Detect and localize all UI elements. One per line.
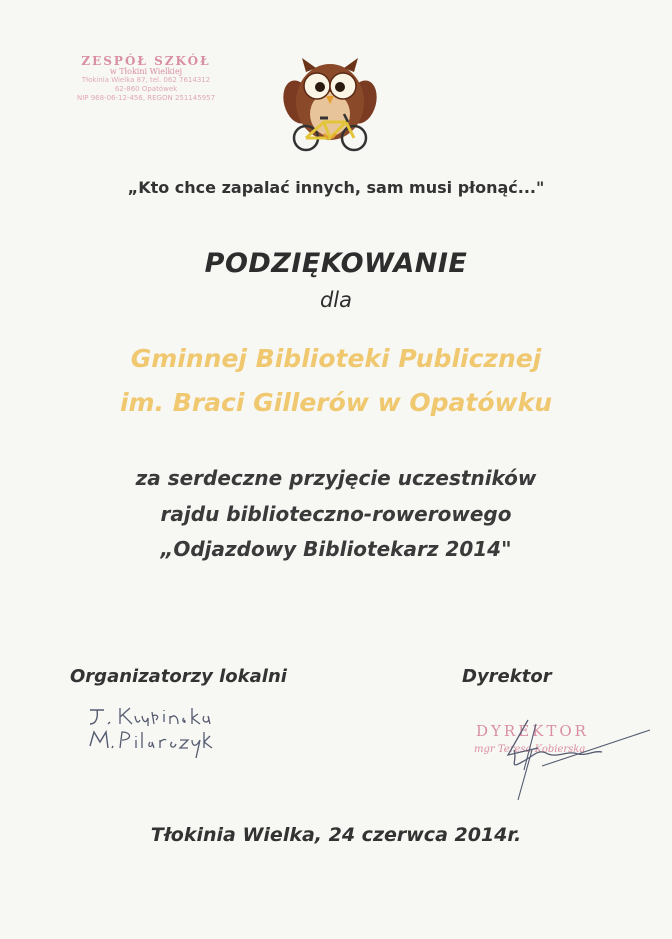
page-title: PODZIĘKOWANIE [204, 248, 468, 279]
place-and-date: Tłokinia Wielka, 24 czerwca 2014r. [150, 824, 522, 846]
reason-line-1: za serdeczne przyjęcie uczestników [135, 466, 537, 490]
school-stamp-address: Tłokinia Wielka 87, tel. 062 7614312 [81, 76, 211, 84]
owl-on-bicycle-icon [280, 52, 380, 154]
director-stamp-title: DYREKTOR [476, 722, 589, 740]
for-word: dla [319, 288, 353, 312]
reason-line-2: rajdu biblioteczno-rowerowego [160, 502, 512, 526]
organizer-signatures [80, 702, 280, 764]
reason-line-3: „Odjazdowy Bibliotekarz 2014" [160, 537, 512, 561]
school-stamp-city: 62-860 Opatówek [114, 85, 178, 93]
director-signature [478, 710, 658, 805]
school-stamp [66, 54, 226, 103]
recipient-line-1: Gminnej Biblioteki Publicznej [130, 344, 542, 373]
school-stamp-name: ZESPÓŁ SZKÓŁ [81, 54, 211, 68]
organizers-label: Organizatorzy lokalni [70, 666, 287, 687]
director-stamp-name: mgr Teresa Kobierska [474, 744, 586, 755]
director-label: Dyrektor [462, 666, 552, 687]
school-stamp-location: w Tłokini Wielkiej [109, 67, 183, 76]
school-stamp-ids: NIP 968-06-12-456, REGON 251145957 [76, 94, 216, 102]
motto-quote: „Kto chce zapalać innych, sam musi płonąć..." [127, 178, 545, 197]
recipient-line-2: im. Braci Gillerów w Opatówku [119, 388, 553, 417]
